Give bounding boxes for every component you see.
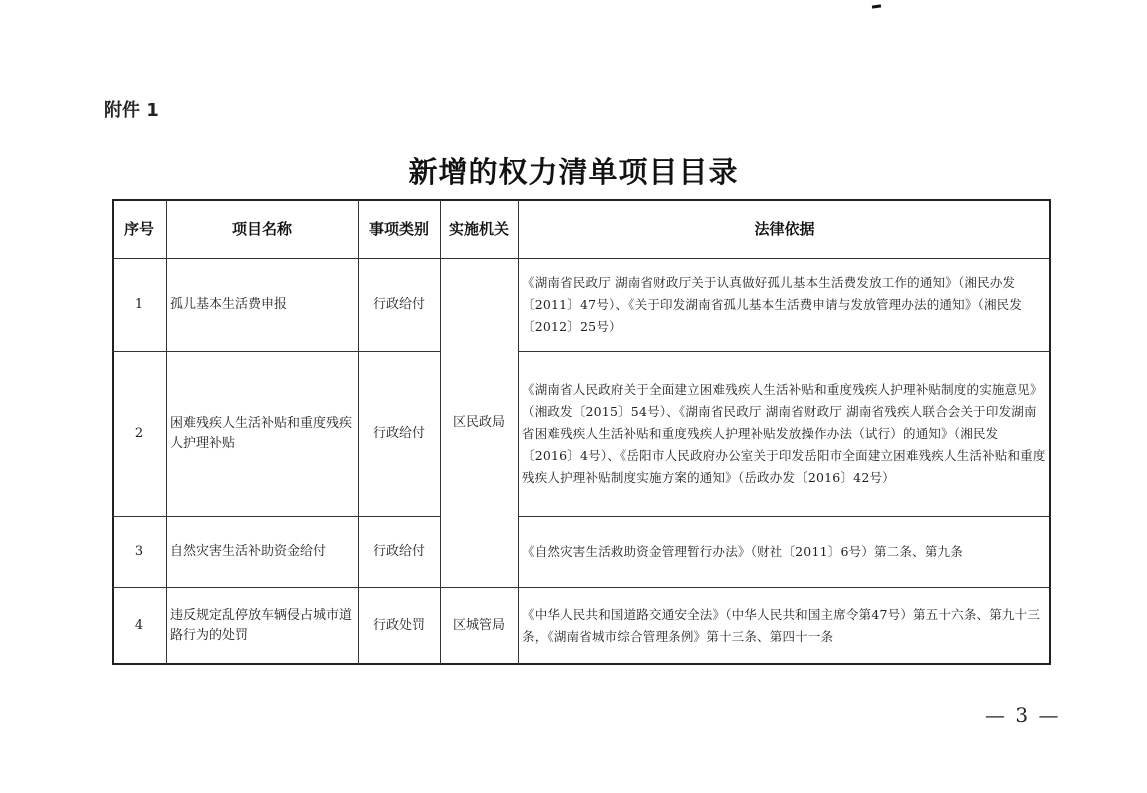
row-3-no: 3 — [134, 543, 144, 559]
row-1-no: 1 — [134, 296, 144, 312]
row-4-basis: 《中华人民共和国道路交通安全法》（中华人民共和国主席令第47号）第五十六条、第九十三条，《湖南省城市综合管理条例》第十三条、第四十一条 — [522, 607, 1041, 644]
row-2-name: 困难残疾人生活补贴和重度残疾人护理补贴 — [170, 415, 353, 451]
row-3-basis: 《自然灾害生活救助资金管理暂行办法》（财社〔2011〕6号）第二条、第九条 — [522, 543, 963, 559]
header-name: 项目名称 — [231, 219, 292, 238]
row-2-category: 行政给付 — [372, 425, 425, 441]
row-3-category: 行政给付 — [372, 543, 425, 559]
row-1-category: 行政给付 — [372, 296, 425, 312]
page-number: — 3 — — [985, 703, 1061, 727]
row-4-category: 行政处罚 — [372, 618, 425, 633]
header-category: 事项类别 — [368, 219, 429, 238]
row-1-basis: 《湖南省民政厅 湖南省财政厅关于认真做好孤儿基本生活费发放工作的通知》（湘民办发〔2011〕47号）、《关于印发湖南省孤儿基本生活费申请与发放管理办法的通知》（湘民发〔2012〕25号） — [522, 274, 1023, 334]
header-agency: 实施机关 — [448, 219, 509, 238]
scan-mark — [872, 4, 881, 8]
row-1-name: 孤儿基本生活费申报 — [170, 296, 288, 312]
header-no: 序号 — [123, 219, 154, 238]
row-4-agency: 区城管局 — [452, 618, 505, 633]
attachment-label: 附件 1 — [104, 100, 159, 121]
row-4-no: 4 — [134, 618, 144, 633]
row-2-basis: 《湖南省人民政府关于全面建立困难残疾人生活补贴和重度残疾人护理补贴制度的实施意见》（湘政发〔2015〕54号）、《湖南省民政厅 湖南省财政厅 湖南省残疾人联合会关于印发湖南省困难残疾人生活补贴和重度残疾人护理补贴发放操作办法（试行）的通知》（湘民发〔2016〕4号）、《岳阳市人民政府办公室关于印发岳阳市全面建立困难残疾人生活补贴和重度残疾人护理补贴制度实施方案的通知》（岳政办发〔2016〕42号） — [522, 381, 1046, 485]
row-2-no: 2 — [134, 425, 144, 441]
row-3-name: 自然灾害生活补助资金给付 — [170, 543, 327, 559]
document-title: 新增的权力清单项目目录 — [408, 155, 739, 189]
row-4-name: 违反规定乱停放车辆侵占城市道路行为的处罚 — [170, 608, 353, 643]
agency-civil-affairs: 区民政局 — [452, 414, 505, 430]
header-basis: 法律依据 — [754, 219, 815, 238]
authority-list-table — [112, 199, 1051, 665]
